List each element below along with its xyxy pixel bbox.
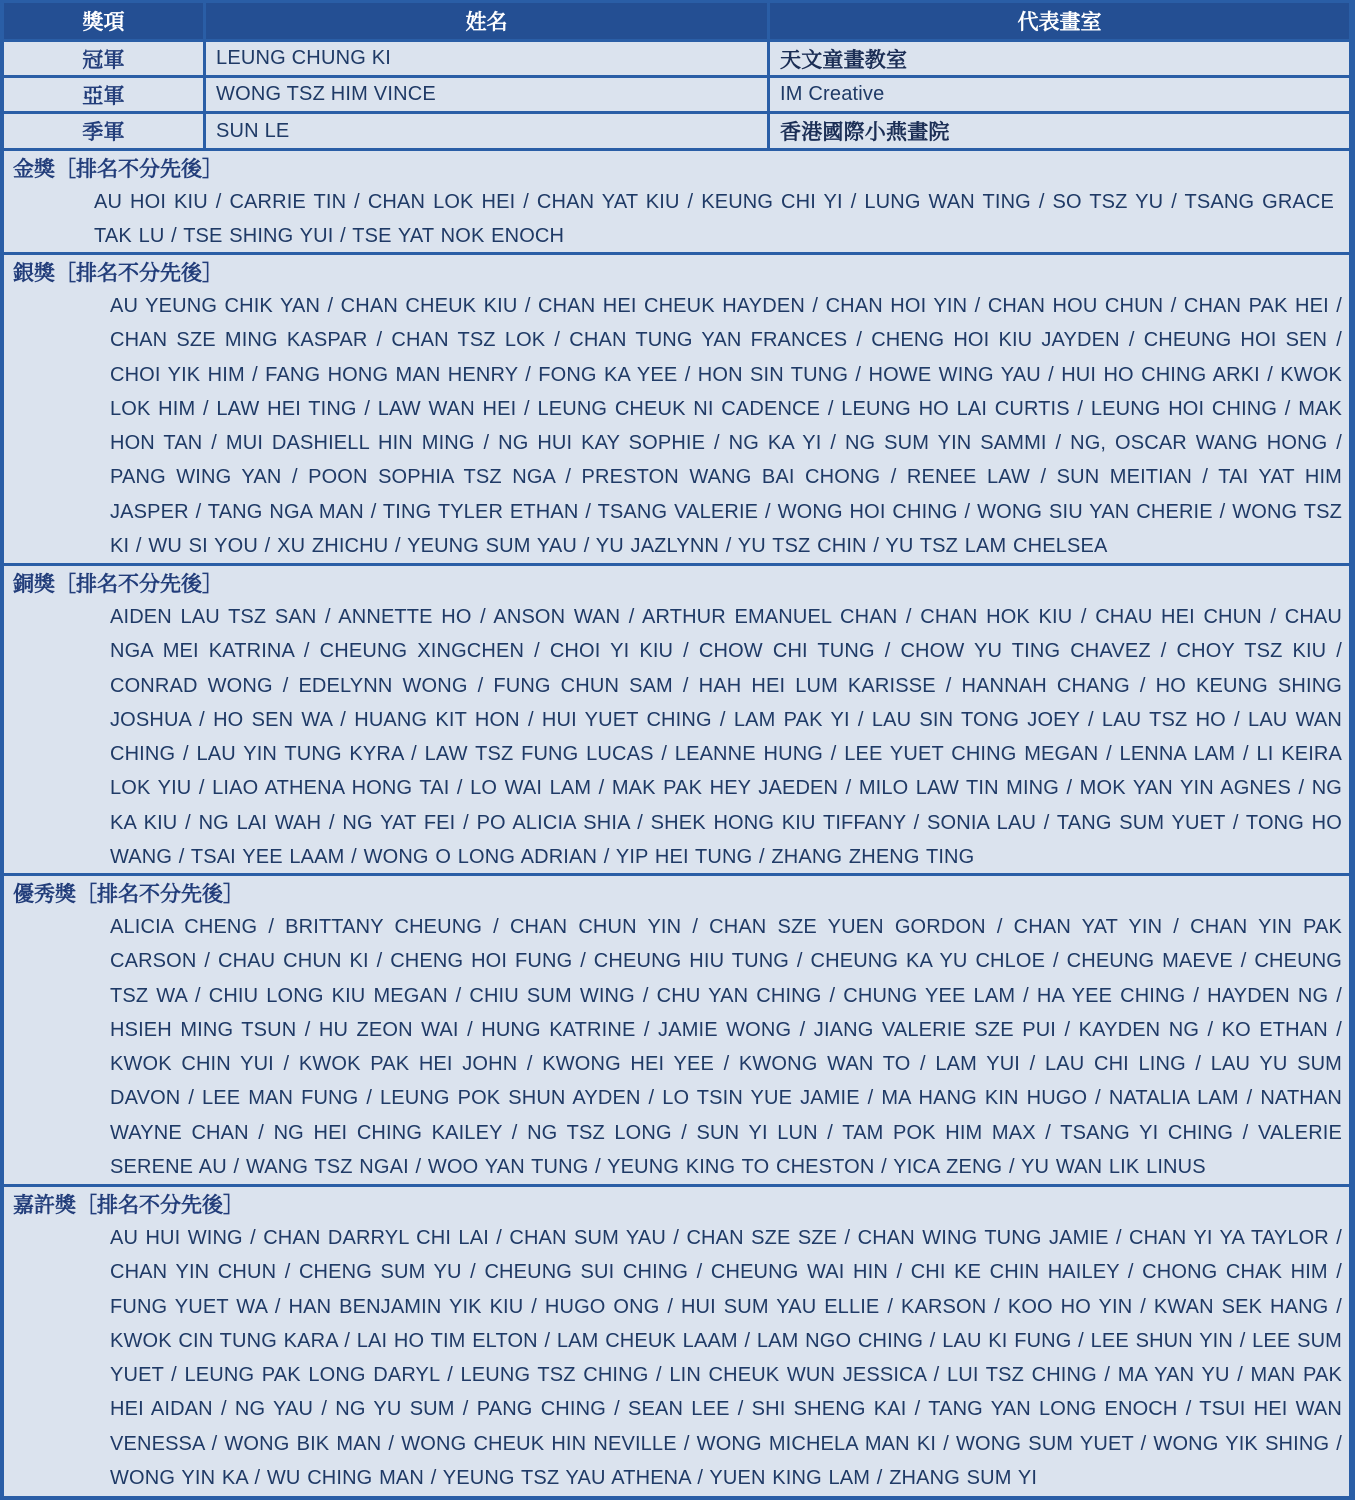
section-title-bronze: 銅獎［排名不分先後］: [13, 571, 223, 596]
names-bronze: AIDEN LAU TSZ SAN / ANNETTE HO / ANSON WAN / ARTHUR EMANUEL CHAN / CHAN HOK KIU / CHAU HEI CHUN / CHAU NGA MEI KATRINA / CHEUNG XINGCHEN / CHOI YI KIU / CHOW CHI TUNG / CHOW YU TING CHAVEZ / CHOY TSZ KIU / CONRAD WONG / EDELYNN WONG / FUNG CHUN SAM / HAH HEI LUM KARISSE / HANNAH CHANG / HO KEUNG SHING JOSHUA / HO SEN WA / HUANG KIT HON / HUI YUET CHING / LAM PAK YI / LAU SIN TONG JOEY / LAU TSZ HO / LAU WAN CHING / LAU YIN TUNG KYRA / LAW TSZ FUNG LUCAS / LEANNE HUNG / LEE YUET CHING MEGAN / LENNA LAM / LI KEIRA LOK YIU / LIAO ATHENA HONG TAI / LO WAI LAM / MAK PAK HEY JAEDEN / MILO LAW TIN MING / MOK YAN YIN AGNES / NG KA KIU / NG LAI WAH / NG YAT FEI / PO ALICIA SHIA / SHEK HONG KIU TIFFANY / SONIA LAU / TANG SUM YUET / TONG HO WANG / TSAI YEE LAAM / WONG O LONG ADRIAN / YIP HEI TUNG / ZHANG ZHENG TING: [110, 606, 1342, 869]
winner-name-second-runner-up: SUN LE: [206, 114, 767, 148]
winner-name-champion: LEUNG CHUNG KI: [206, 42, 767, 75]
section-title-merit: 優秀獎［排名不分先後］: [13, 881, 244, 906]
section-title-commendation: 嘉許獎［排名不分先後］: [13, 1192, 244, 1217]
section-gold: [4, 151, 1349, 252]
section-title-silver: 銀獎［排名不分先後］: [13, 260, 223, 285]
studio-first-runner-up: IM Creative: [770, 78, 1349, 111]
section-title-gold: 金獎［排名不分先後］: [13, 156, 223, 181]
header-name: 姓名: [206, 3, 767, 39]
section-commendation: [4, 1187, 1349, 1496]
winner-name-first-runner-up: WONG TSZ HIM VINCE: [206, 78, 767, 111]
studio-champion: 天文童畫教室: [770, 42, 1349, 75]
names-commendation: AU HUI WING / CHAN DARRYL CHI LAI / CHAN SUM YAU / CHAN SZE SZE / CHAN WING TUNG JAMIE / CHAN YI YA TAYLOR / CHAN YIN CHUN / CHENG SUM YU / CHEUNG SUI CHING / CHEUNG WAI HIN / CHI KE CHIN HAILEY / CHONG CHAK HIM / FUNG YUET WA / HAN BENJAMIN YIK KIU / HUGO ONG / HUI SUM YAU ELLIE / KARSON / KOO HO YIN / KWAN SEK HANG / KWOK CIN TUNG KARA / LAI HO TIM ELTON / LAM CHEUK LAAM / LAM NGO CHING / LAU KI FUNG / LEE SHUN YIN / LEE SUM YUET / LEUNG PAK LONG DARYL / LEUNG TSZ CHING / LIN CHEUK WUN JESSICA / LUI TSZ CHING / MA YAN YU / MAN PAK HEI AIDAN / NG YAU / NG YU SUM / PANG CHING / SEAN LEE / SHI SHENG KAI / TANG YAN LONG ENOCH / TSUI HEI WAN VENESSA / WONG BIK MAN / WONG CHEUK HIN NEVILLE / WONG MICHELA MAN KI / WONG SUM YUET / WONG YIK SHING / WONG YIN KA / WU CHING MAN / YEUNG TSZ YAU ATHENA / YUEN KING LAM / ZHANG SUM YI: [110, 1227, 1342, 1490]
header-studio: 代表畫室: [770, 3, 1349, 39]
section-bronze: [4, 566, 1349, 873]
section-silver: [4, 255, 1349, 563]
header-award: 獎項: [4, 3, 203, 39]
award-first-runner-up: 亞軍: [4, 78, 203, 111]
award-second-runner-up: 季軍: [4, 114, 203, 148]
studio-second-runner-up: 香港國際小燕畫院: [770, 114, 1349, 148]
names-gold: AU HOI KIU / CARRIE TIN / CHAN LOK HEI / CHAN YAT KIU / KEUNG CHI YI / LUNG WAN TING / SO TSZ YU / TSANG GRACE TAK LU / TSE SHING YUI / TSE YAT NOK ENOCH: [94, 191, 1334, 248]
names-silver: AU YEUNG CHIK YAN / CHAN CHEUK KIU / CHAN HEI CHEUK HAYDEN / CHAN HOI YIN / CHAN HOU CHUN / CHAN PAK HEI / CHAN SZE MING KASPAR / CHAN TSZ LOK / CHAN TUNG YAN FRANCES / CHENG HOI KIU JAYDEN / CHEUNG HOI SEN / CHOI YIK HIM / FANG HONG MAN HENRY / FONG KA YEE / HON SIN TUNG / HOWE WING YAU / HUI HO CHING ARKI / KWOK LOK HIM / LAW HEI TING / LAW WAN HEI / LEUNG CHEUK NI CADENCE / LEUNG HO LAI CURTIS / LEUNG HOI CHING / MAK HON TAN / MUI DASHIELL HIN MING / NG HUI KAY SOPHIE / NG KA YI / NG SUM YIN SAMMI / NG, OSCAR WANG HONG / PANG WING YAN / POON SOPHIA TSZ NGA / PRESTON WANG BAI CHONG / RENEE LAW / SUN MEITIAN / TAI YAT HIM JASPER / TANG NGA MAN / TING TYLER ETHAN / TSANG VALERIE / WONG HOI CHING / WONG SIU YAN CHERIE / WONG TSZ KI / WU SI YOU / XU ZHICHU / YEUNG SUM YAU / YU JAZLYNN / YU TSZ CHIN / YU TSZ LAM CHELSEA: [110, 295, 1342, 558]
names-merit: ALICIA CHENG / BRITTANY CHEUNG / CHAN CHUN YIN / CHAN SZE YUEN GORDON / CHAN YAT YIN / CHAN YIN PAK CARSON / CHAU CHUN KI / CHENG HOI FUNG / CHEUNG HIU TUNG / CHEUNG KA YU CHLOE / CHEUNG MAEVE / CHEUNG TSZ WA / CHIU LONG KIU MEGAN / CHIU SUM WING / CHU YAN CHING / CHUNG YEE LAM / HA YEE CHING / HAYDEN NG / HSIEH MING TSUN / HU ZEON WAI / HUNG KATRINE / JAMIE WONG / JIANG VALERIE SZE PUI / KAYDEN NG / KO ETHAN / KWOK CHIN YUI / KWOK PAK HEI JOHN / KWONG HEI YEE / KWONG WAN TO / LAM YUI / LAU CHI LING / LAU YU SUM DAVON / LEE MAN FUNG / LEUNG POK SHUN AYDEN / LO TSIN YUE JAMIE / MA HANG KIN HUGO / NATALIA LAM / NATHAN WAYNE CHAN / NG HEI CHING KAILEY / NG TSZ LONG / SUN YI LUN / TAM POK HIM MAX / TSANG YI CHING / VALERIE SERENE AU / WANG TSZ NGAI / WOO YAN TUNG / YEUNG KING TO CHESTON / YICA ZENG / YU WAN LIK LINUS: [110, 916, 1342, 1179]
section-merit: [4, 876, 1349, 1184]
award-champion: 冠軍: [4, 42, 203, 75]
